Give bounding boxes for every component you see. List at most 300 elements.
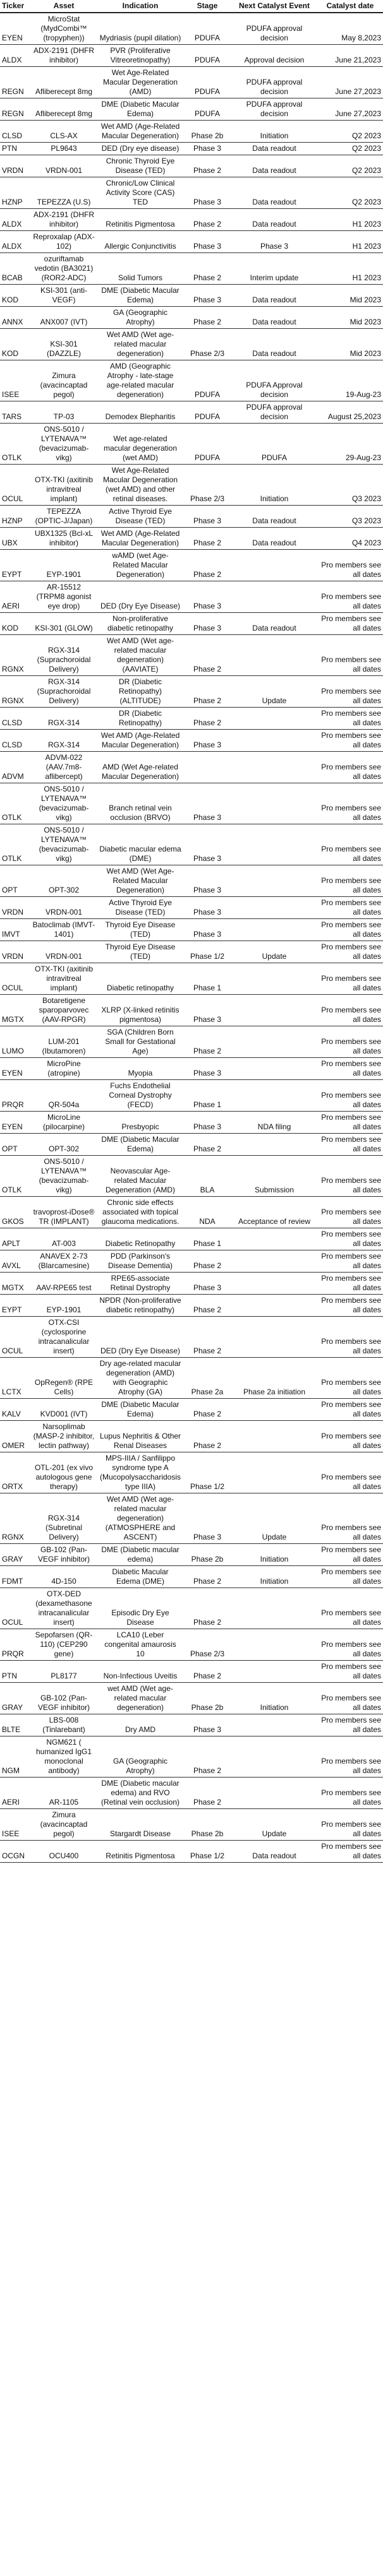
next-catalyst-event-cell [231,708,317,730]
stage-cell: Phase 2 [183,1134,231,1156]
table-row [0,1736,383,1778]
asset-cell: AAV-RPE65 test [30,1273,97,1295]
table-row [0,1058,383,1080]
catalyst-date-cell: Pro members see all dates [317,1736,383,1778]
ticker-cell[interactable]: OTLK [0,1156,30,1197]
stage-cell: Phase 3 [183,177,231,209]
next-catalyst-event-cell [231,963,317,995]
ticker-cell[interactable]: TARS [0,401,30,424]
indication-cell: DME (Diabetic Macular Edema) [97,1134,183,1156]
next-catalyst-event-cell [231,1317,317,1358]
table-row [0,1421,383,1452]
indication-cell: wet AMD (Wet age-related macular degeneration) [97,1683,183,1714]
ticker-cell[interactable]: OCUL [0,465,30,506]
catalyst-date-cell: Pro members see all dates [317,1295,383,1317]
next-catalyst-event-cell: Submission [231,1156,317,1197]
stage-cell: Phase 1/2 [183,941,231,963]
header-catalyst-date[interactable]: Catalyst date [317,0,383,13]
catalyst-date-cell: H1 2023 [317,253,383,285]
stage-cell: Phase 3 [183,506,231,528]
ticker-cell[interactable]: NGM [0,1736,30,1778]
indication-cell: Diabetic Retinopathy [97,1228,183,1250]
stage-cell: Phase 3 [183,1273,231,1295]
indication-cell: Neovascular Age-related Macular Degeneration (AMD) [97,1156,183,1197]
stage-cell: Phase 3 [183,783,231,824]
asset-cell: RGX-314 (Suprachoroidal Delivery) [30,635,97,676]
indication-cell: Fuchs Endothelial Corneal Dystrophy (FECD) [97,1080,183,1112]
catalyst-date-cell: Pro members see all dates [317,1317,383,1358]
catalyst-date-cell: June 27,2023 [317,98,383,121]
stage-cell: Phase 2 [183,1250,231,1273]
catalyst-date-cell: Pro members see all dates [317,1134,383,1156]
next-catalyst-event-cell [231,1421,317,1452]
next-catalyst-event-cell: Phase 2a initiation [231,1358,317,1399]
catalyst-date-cell: Pro members see all dates [317,581,383,613]
ticker-cell[interactable]: OCUL [0,1588,30,1629]
indication-cell: Solid Tumors [97,253,183,285]
asset-cell: AT-003 [30,1228,97,1250]
next-catalyst-event-cell [231,1778,317,1809]
ticker-cell[interactable]: LUMO [0,1026,30,1058]
indication-cell: DED (Dry eye disease) [97,143,183,155]
ticker-cell[interactable]: EYPT [0,1295,30,1317]
next-catalyst-event-cell: Update [231,1809,317,1841]
next-catalyst-event-cell [231,865,317,897]
stage-cell: Phase 2 [183,1026,231,1058]
table-row [0,1544,383,1566]
catalyst-date-cell: Q2 2023 [317,155,383,177]
catalyst-date-cell: Pro members see all dates [317,708,383,730]
stage-cell: Phase 1/2 [183,1841,231,1863]
table-row [0,783,383,824]
ticker-cell[interactable]: CLSD [0,708,30,730]
indication-cell: AMD (Wet Age-related Macular Degeneration) [97,752,183,783]
asset-cell: LBS-008 (Tinlarebant) [30,1714,97,1736]
ticker-cell[interactable]: KOD [0,613,30,635]
catalyst-date-cell: Pro members see all dates [317,1778,383,1809]
next-catalyst-event-cell: PDUFA approval decision [231,401,317,424]
stage-cell: Phase 2 [183,1399,231,1421]
stage-cell [183,752,231,783]
asset-cell: AR-1105 [30,1778,97,1809]
asset-cell: OTX-TKI (axitinib intravitreal implant) [30,465,97,506]
catalyst-date-cell: Pro members see all dates [317,1358,383,1399]
asset-cell: OTX-CSI (cyclosporine intracanalicular insert) [30,1317,97,1358]
next-catalyst-event-cell: NDA filing [231,1112,317,1134]
catalyst-date-cell: Mid 2023 [317,307,383,329]
ticker-cell[interactable]: FDMT [0,1566,30,1588]
asset-cell: ADX-2191 (DHFR inhibitor) [30,45,97,67]
next-catalyst-event-cell [231,635,317,676]
asset-cell: OTX-TKI (axitinib intravitreal implant) [30,963,97,995]
indication-cell: Branch retinal vein occlusion (BRVO) [97,783,183,824]
header-indication[interactable]: Indication [97,0,183,13]
ticker-cell[interactable]: KOD [0,329,30,360]
stage-cell: Phase 2 [183,1566,231,1588]
next-catalyst-event-cell: Data readout [231,1841,317,1863]
ticker-cell[interactable]: AERI [0,581,30,613]
header-asset[interactable]: Asset [30,0,97,13]
next-catalyst-event-cell [231,783,317,824]
header-row [0,0,383,13]
ticker-cell[interactable]: PRQR [0,1629,30,1661]
stage-cell: Phase 1/2 [183,1452,231,1493]
asset-cell: OPT-302 [30,1134,97,1156]
table-row [0,1358,383,1399]
header-ticker[interactable]: Ticker [0,0,30,13]
stage-cell: Phase 2b [183,121,231,143]
indication-cell: Wet AMD (Wet Age-Related Macular Degeneration) [97,865,183,897]
ticker-cell[interactable]: MGTX [0,995,30,1026]
ticker-cell[interactable]: UBX [0,528,30,550]
ticker-cell[interactable]: OTLK [0,783,30,824]
table-row [0,1809,383,1841]
ticker-cell[interactable]: VRDN [0,941,30,963]
asset-cell: TEPEZZA (U.S) [30,177,97,209]
table-row [0,67,383,98]
ticker-cell[interactable]: ORTX [0,1452,30,1493]
indication-cell: Mydriasis (pupil dilation) [97,13,183,45]
next-catalyst-event-cell [231,550,317,581]
stage-cell: Phase 2 [183,1421,231,1452]
ticker-cell[interactable]: ALDX [0,45,30,67]
table-row [0,45,383,67]
asset-cell: Zimura (avacincaptad pegol) [30,1809,97,1841]
table-body [0,13,383,1863]
next-catalyst-event-cell [231,1228,317,1250]
table-row [0,1080,383,1112]
ticker-cell[interactable]: ANNX [0,307,30,329]
ticker-cell[interactable]: GKOS [0,1197,30,1228]
stage-cell: PDUFA [183,424,231,465]
stage-cell: Phase 2 [183,1736,231,1778]
table-row [0,424,383,465]
ticker-cell[interactable]: OCUL [0,963,30,995]
stage-cell: Phase 2 [183,635,231,676]
ticker-cell[interactable]: ISEE [0,1809,30,1841]
next-catalyst-event-cell [231,581,317,613]
table-row [0,307,383,329]
table-row [0,824,383,865]
table-row [0,1317,383,1358]
indication-cell: Chronic side effects associated with topical glaucoma medications. [97,1197,183,1228]
stage-cell: Phase 2 [183,550,231,581]
ticker-cell[interactable]: KALV [0,1399,30,1421]
ticker-cell[interactable]: PRQR [0,1080,30,1112]
ticker-cell[interactable]: PTN [0,1661,30,1683]
table-row [0,1841,383,1863]
ticker-cell[interactable]: LCTX [0,1358,30,1399]
stage-cell: Phase 2 [183,676,231,708]
catalyst-date-cell: Pro members see all dates [317,1399,383,1421]
table-row [0,1452,383,1493]
indication-cell: PDD (Parkinson's Disease Dementia) [97,1250,183,1273]
stage-cell: Phase 2 [183,1778,231,1809]
ticker-cell[interactable]: ADVM [0,752,30,783]
ticker-cell[interactable]: AERI [0,1778,30,1809]
asset-cell: MicroPine (atropine) [30,1058,97,1080]
catalyst-date-cell: Pro members see all dates [317,995,383,1026]
next-catalyst-event-cell [231,752,317,783]
asset-cell: OTX-DED (dexamethasone intracanalicular insert) [30,1588,97,1629]
stage-cell: Phase 3 [183,581,231,613]
indication-cell: Thyroid Eye Disease (TED) [97,941,183,963]
ticker-cell[interactable]: REGN [0,67,30,98]
indication-cell: DR (Diabetic Retinopathy) [97,708,183,730]
stage-cell: Phase 2 [183,1295,231,1317]
stage-cell: Phase 3 [183,865,231,897]
catalyst-date-cell: August 25,2023 [317,401,383,424]
indication-cell: MPS-IIIA / Sanfilippo syndrome type A (Mucopolysaccharidosis type IIIA) [97,1452,183,1493]
indication-cell: Thyroid Eye Disease (TED) [97,919,183,941]
ticker-cell[interactable]: EYEN [0,13,30,45]
table-row [0,676,383,708]
indication-cell: GA (Geographic Atrophy) [97,1736,183,1778]
ticker-cell[interactable]: EYEN [0,1112,30,1134]
next-catalyst-event-cell [231,1452,317,1493]
next-catalyst-event-cell: PDUFA approval decision [231,13,317,45]
asset-cell: ADVM-022 (AAV.7m8-aflibercept) [30,752,97,783]
next-catalyst-event-cell: Phase 3 [231,231,317,253]
table-row [0,209,383,231]
asset-cell: VRDN-001 [30,897,97,919]
asset-cell: KSI-301 (DAZZLE) [30,329,97,360]
stage-cell: Phase 2 [183,528,231,550]
ticker-cell[interactable]: OTLK [0,824,30,865]
stage-cell: PDUFA [183,13,231,45]
table-row [0,155,383,177]
indication-cell: Non-proliferative diabetic retinopathy [97,613,183,635]
asset-cell: ONS-5010 / LYTENAVA™ (bevacizumab-vikg) [30,1156,97,1197]
next-catalyst-event-cell: Initiation [231,465,317,506]
asset-cell: CLS-AX [30,121,97,143]
indication-cell: Active Thyroid Eye Disease (TED) [97,897,183,919]
table-row [0,550,383,581]
ticker-cell[interactable]: EYEN [0,1058,30,1080]
ticker-cell[interactable]: GRAY [0,1544,30,1566]
indication-cell: DME (Diabetic macular edema) [97,1544,183,1566]
next-catalyst-event-cell [231,1058,317,1080]
ticker-cell[interactable]: OPT [0,865,30,897]
stage-cell: Phase 2 [183,209,231,231]
next-catalyst-event-cell: Data readout [231,506,317,528]
indication-cell: Dry AMD [97,1714,183,1736]
catalyst-date-cell: Pro members see all dates [317,1197,383,1228]
stage-cell: Phase 3 [183,995,231,1026]
next-catalyst-event-cell [231,1273,317,1295]
stage-cell: PDUFA [183,67,231,98]
ticker-cell[interactable]: RGNX [0,635,30,676]
catalyst-date-cell: Pro members see all dates [317,730,383,752]
stage-cell: Phase 3 [183,1058,231,1080]
ticker-cell[interactable]: MGTX [0,1273,30,1295]
catalyst-date-cell: Pro members see all dates [317,676,383,708]
next-catalyst-event-cell [231,1736,317,1778]
table-row [0,285,383,307]
stage-cell: Phase 2b [183,1544,231,1566]
indication-cell: Wet Age-Related Macular Degeneration (wet AMD) and other retinal diseases. [97,465,183,506]
ticker-cell[interactable]: RGNX [0,1493,30,1544]
stage-cell: Phase 3 [183,285,231,307]
asset-cell: EYP-1901 [30,1295,97,1317]
asset-cell: MicroLine (pilocarpine) [30,1112,97,1134]
next-catalyst-event-cell [231,1080,317,1112]
indication-cell: Wet AMD (Age-Related Macular Degeneration) [97,730,183,752]
stage-cell: Phase 3 [183,1714,231,1736]
indication-cell: Episodic Dry Eye Disease [97,1588,183,1629]
indication-cell: Wet Age-Related Macular Degeneration (AMD) [97,67,183,98]
stage-cell: Phase 1 [183,1228,231,1250]
ticker-cell[interactable]: OPT [0,1134,30,1156]
table-header [0,0,383,13]
ticker-cell[interactable]: IMVT [0,919,30,941]
asset-cell: Zimura (avacincaptad pegol) [30,360,97,401]
catalyst-date-cell: Q4 2023 [317,528,383,550]
indication-cell: Stargardt Disease [97,1809,183,1841]
catalyst-date-cell: Pro members see all dates [317,613,383,635]
indication-cell: GA (Geographic Atrophy) [97,307,183,329]
ticker-cell[interactable]: CLSD [0,121,30,143]
indication-cell: Wet AMD (Wet age-related macular degeneration) (ATMOSPHERE and ASCENT) [97,1493,183,1544]
catalyst-date-cell: Pro members see all dates [317,1809,383,1841]
ticker-cell[interactable]: ALDX [0,209,30,231]
stage-cell: Phase 3 [183,1493,231,1544]
ticker-cell[interactable]: EYPT [0,550,30,581]
table-row [0,1588,383,1629]
asset-cell: ANAVEX 2-73 (Blarcamesine) [30,1250,97,1273]
table-row [0,13,383,45]
ticker-cell[interactable]: OTLK [0,424,30,465]
stage-cell: Phase 2 [183,253,231,285]
asset-cell: Afliberecept 8mg [30,98,97,121]
catalyst-date-cell: Pro members see all dates [317,635,383,676]
ticker-cell[interactable]: OMER [0,1421,30,1452]
stage-cell: Phase 3 [183,1112,231,1134]
catalyst-date-cell: Pro members see all dates [317,1156,383,1197]
asset-cell: 4D-150 [30,1566,97,1588]
ticker-cell[interactable]: GRAY [0,1683,30,1714]
table-row [0,708,383,730]
next-catalyst-event-cell [231,824,317,865]
next-catalyst-event-cell: Update [231,676,317,708]
table-row [0,177,383,209]
asset-cell: KSI-301 (GLOW) [30,613,97,635]
ticker-cell[interactable]: AVXL [0,1250,30,1273]
indication-cell: Diabetic retinopathy [97,963,183,995]
catalyst-date-cell: Pro members see all dates [317,1058,383,1080]
table-row [0,1197,383,1228]
stage-cell: Phase 3 [183,824,231,865]
asset-cell: PL9643 [30,143,97,155]
catalyst-date-cell: Pro members see all dates [317,963,383,995]
table-row [0,98,383,121]
indication-cell: DME (Diabetic Macular Edema) [97,285,183,307]
table-row [0,919,383,941]
asset-cell: TP-03 [30,401,97,424]
stage-cell: NDA [183,1197,231,1228]
asset-cell: OPT-302 [30,865,97,897]
ticker-cell[interactable]: HZNP [0,506,30,528]
ticker-cell[interactable]: OCUL [0,1317,30,1358]
table-row [0,231,383,253]
asset-cell: UBX1325 (Bcl-xL inhibitor) [30,528,97,550]
indication-cell: Active Thyroid Eye Disease (TED) [97,506,183,528]
next-catalyst-event-cell [231,1295,317,1317]
ticker-cell[interactable]: RGNX [0,676,30,708]
stage-cell: Phase 3 [183,897,231,919]
header-stage[interactable]: Stage [183,0,231,13]
ticker-cell[interactable]: VRDN [0,155,30,177]
asset-cell: RGX-314 (Subretinal Delivery) [30,1493,97,1544]
catalyst-date-cell: June 27,2023 [317,67,383,98]
table-row [0,995,383,1026]
header-next-catalyst-event[interactable]: Next Catalyst Event [231,0,317,13]
next-catalyst-event-cell [231,730,317,752]
indication-cell: Dry age-related macular degeneration (AMD) with Geographic Atrophy (GA) [97,1358,183,1399]
indication-cell: Wet AMD (Wet age-related macular degeneration) (AAVIATE) [97,635,183,676]
asset-cell: QR-504a [30,1080,97,1112]
next-catalyst-event-cell: Data readout [231,613,317,635]
asset-cell: KVD001 (IVT) [30,1399,97,1421]
ticker-cell[interactable]: VRDN [0,897,30,919]
catalyst-date-cell: Pro members see all dates [317,1421,383,1452]
stage-cell: Phase 2/3 [183,1629,231,1661]
stage-cell: Phase 3 [183,730,231,752]
ticker-cell[interactable]: ALDX [0,231,30,253]
stage-cell: Phase 3 [183,231,231,253]
table-row [0,528,383,550]
asset-cell: ONS-5010 / LYTENAVA™ (bevacizumab-vikg) [30,783,97,824]
stage-cell: Phase 2 [183,155,231,177]
indication-cell: Non-Infectious Uveitis [97,1661,183,1683]
catalyst-date-cell: Pro members see all dates [317,1250,383,1273]
ticker-cell[interactable]: PTN [0,143,30,155]
table-row [0,465,383,506]
catalyst-date-cell: Mid 2023 [317,285,383,307]
indication-cell: DME (Diabetic Macular Edema) [97,1399,183,1421]
ticker-cell[interactable]: OCGN [0,1841,30,1863]
ticker-cell[interactable]: HZNP [0,177,30,209]
indication-cell: DR (Diabetic Retinopathy) (ALTITUDE) [97,676,183,708]
table-row [0,865,383,897]
catalyst-date-cell: Pro members see all dates [317,783,383,824]
asset-cell: ANX007 (IVT) [30,307,97,329]
indication-cell: SGA (Children Born Small for Gestational Age) [97,1026,183,1058]
stage-cell: Phase 3 [183,919,231,941]
catalyst-date-cell: Q2 2023 [317,143,383,155]
ticker-cell[interactable]: CLSD [0,730,30,752]
table-row [0,1228,383,1250]
ticker-cell[interactable]: BLTE [0,1714,30,1736]
next-catalyst-event-cell [231,1629,317,1661]
ticker-cell[interactable]: KOD [0,285,30,307]
catalyst-date-cell: Pro members see all dates [317,1080,383,1112]
ticker-cell[interactable]: REGN [0,98,30,121]
catalyst-date-cell: Pro members see all dates [317,1493,383,1544]
ticker-cell[interactable]: APLT [0,1228,30,1250]
indication-cell: Retinitis Pigmentosa [97,1841,183,1863]
catalyst-date-cell: Pro members see all dates [317,1566,383,1588]
asset-cell: PL8177 [30,1661,97,1683]
table-row [0,1661,383,1683]
table-row [0,1683,383,1714]
ticker-cell[interactable]: ISEE [0,360,30,401]
catalyst-date-cell: Pro members see all dates [317,1026,383,1058]
ticker-cell[interactable]: BCAB [0,253,30,285]
catalyst-date-cell: Pro members see all dates [317,897,383,919]
next-catalyst-event-cell: Initiation [231,1544,317,1566]
asset-cell: VRDN-001 [30,941,97,963]
